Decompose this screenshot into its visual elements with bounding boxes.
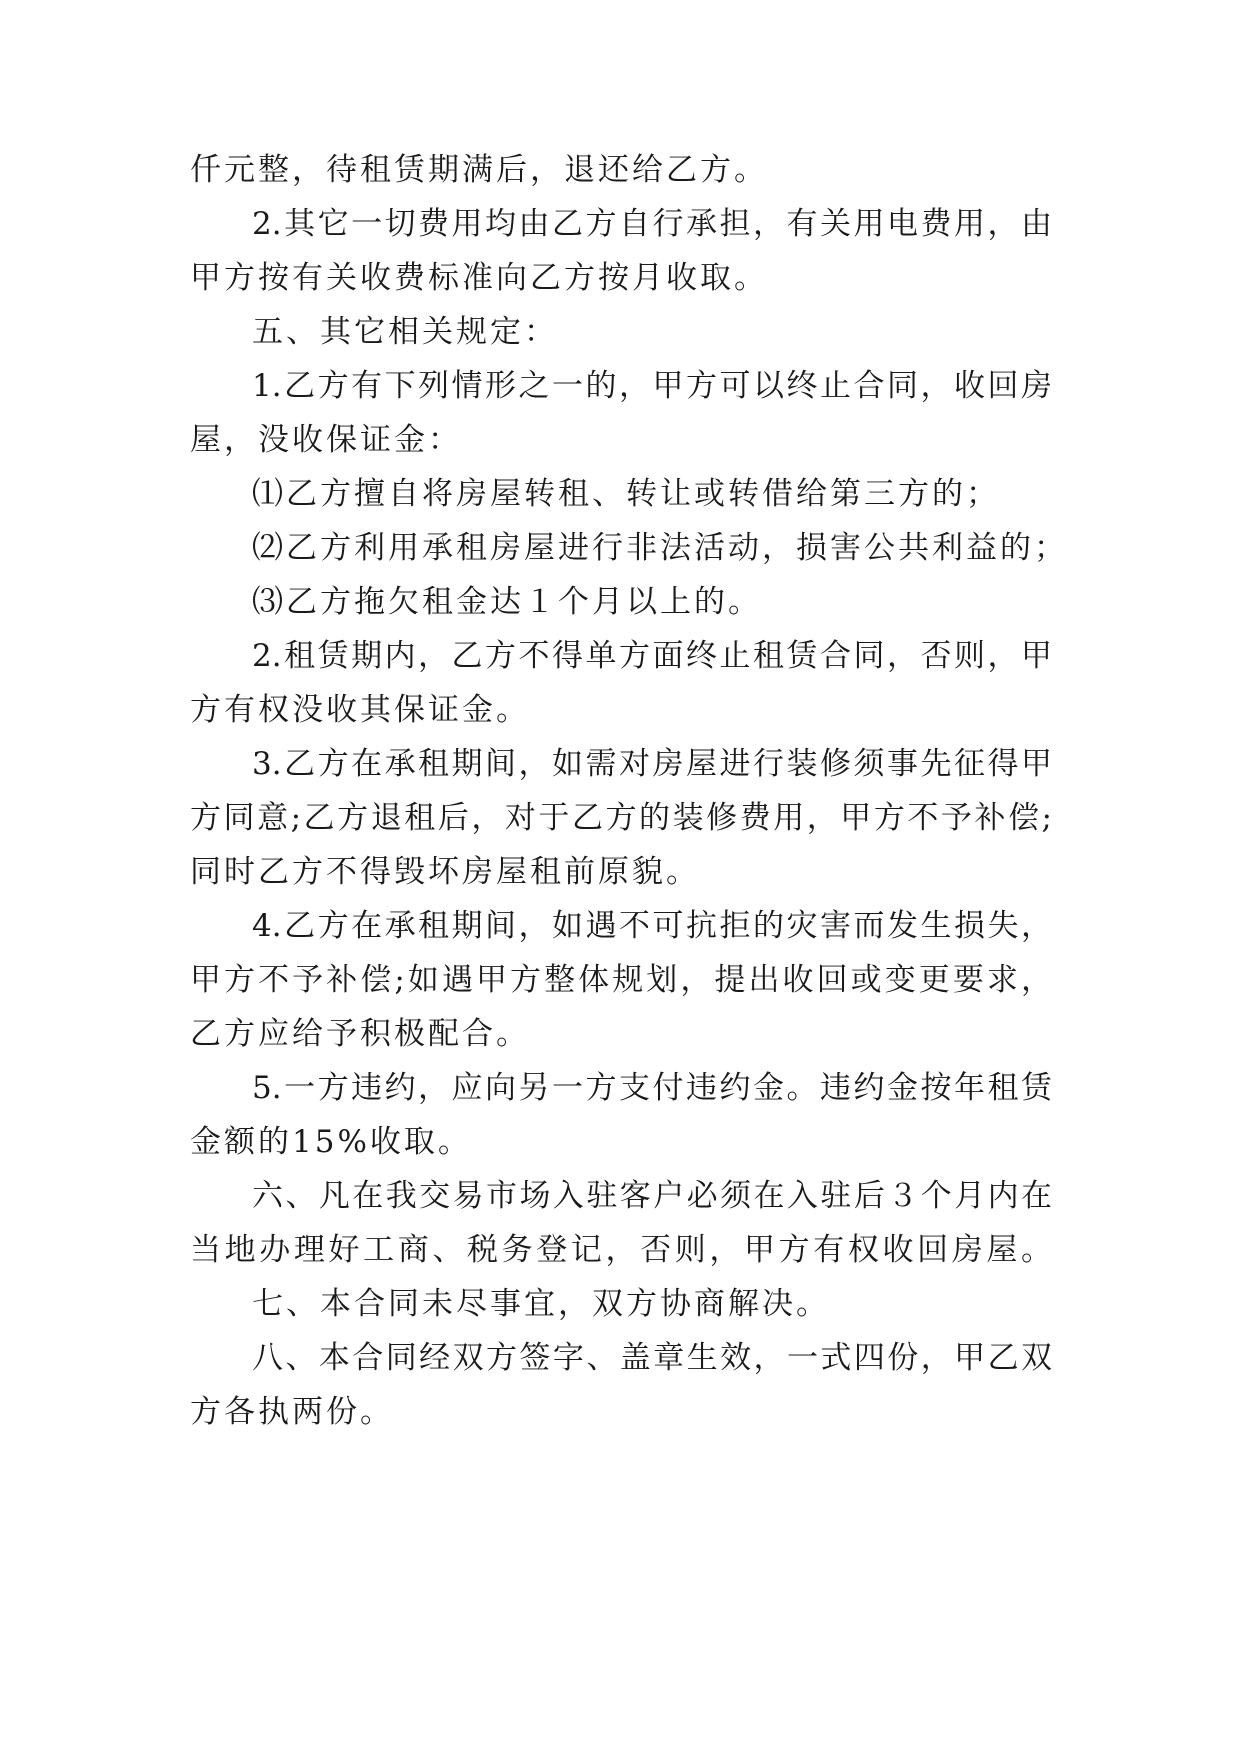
text-line: 2.其它一切费用均由乙方自行承担，有关用电费用，由	[252, 206, 1052, 242]
section-heading: 五、其它相关规定：	[252, 314, 558, 350]
list-item: ⑶乙方拖欠租金达１个月以上的。	[252, 584, 762, 620]
text-line: 方同意;乙方退租后，对于乙方的装修费用，甲方不予补偿;	[190, 800, 1052, 836]
text-line: 1.乙方有下列情形之一的，甲方可以终止合同，收回房	[252, 368, 1052, 404]
text-line: 屋，没收保证金：	[190, 422, 462, 458]
section-heading: 六、凡在我交易市场入驻客户必须在入驻后３个月内在	[252, 1178, 1052, 1214]
text-line: 方各执两份。	[190, 1394, 394, 1430]
text-line: 甲方按有关收费标准向乙方按月收取。	[190, 260, 768, 296]
section-heading: 七、本合同未尽事宜，双方协商解决。	[252, 1286, 830, 1322]
text-line: 仟元整，待租赁期满后，退还给乙方。	[190, 152, 768, 188]
text-line: 方有权没收其保证金。	[190, 692, 530, 728]
text-line: 甲方不予补偿;如遇甲方整体规划，提出收回或变更要求，	[190, 962, 1052, 998]
text-line: 乙方应给予积极配合。	[190, 1016, 530, 1052]
text-line: 3.乙方在承租期间，如需对房屋进行装修须事先征得甲	[252, 746, 1052, 782]
section-heading: 八、本合同经双方签字、盖章生效，一式四份，甲乙双	[252, 1340, 1052, 1376]
text-line: 4.乙方在承租期间，如遇不可抗拒的灾害而发生损失，	[252, 908, 1052, 944]
text-line: 2.租赁期内，乙方不得单方面终止租赁合同，否则，甲	[252, 638, 1052, 674]
list-item: ⑴乙方擅自将房屋转租、转让或转借给第三方的；	[252, 476, 1000, 512]
list-item: ⑵乙方利用承租房屋进行非法活动，损害公共利益的；	[252, 530, 1068, 566]
text-line: 5.一方违约，应向另一方支付违约金。违约金按年租赁	[252, 1070, 1052, 1106]
text-line: 金额的15%收取。	[190, 1124, 472, 1160]
text-line: 当地办理好工商、税务登记，否则，甲方有权收回房屋。	[190, 1232, 1052, 1268]
text-line: 同时乙方不得毁坏房屋租前原貌。	[190, 854, 700, 890]
